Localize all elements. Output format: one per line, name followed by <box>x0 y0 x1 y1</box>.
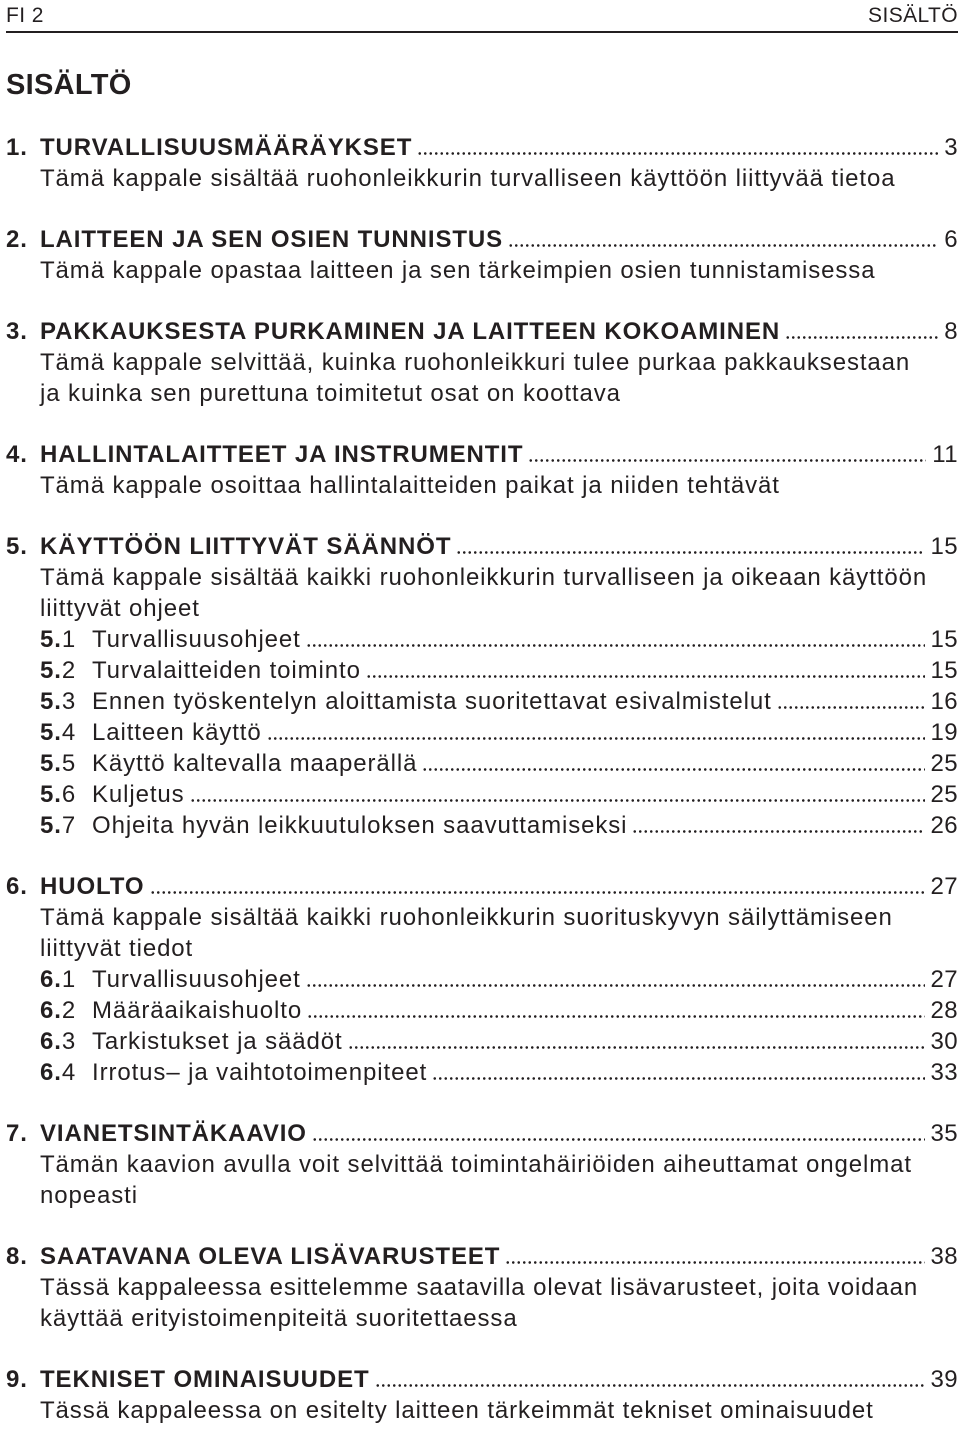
toc-heading <box>6 1241 958 1272</box>
dot-leader <box>432 1077 924 1080</box>
section-number: 3. <box>6 318 28 345</box>
dot-leader <box>306 644 925 647</box>
toc-subentry <box>6 964 958 995</box>
toc-heading <box>6 132 958 163</box>
toc-section-2 <box>6 224 958 286</box>
subsection-index: 3 <box>61 1028 77 1055</box>
subsection-index: 5 <box>61 750 77 777</box>
subsection-title: Ohjeita hyvän leikkuutuloksen saavuttamiseksi <box>92 812 628 839</box>
section-number: 7. <box>6 1120 28 1147</box>
section-description: käyttää erityistoimenpiteitä suoritettaessa <box>40 1305 518 1332</box>
page-number: 28 <box>930 997 958 1024</box>
toc-heading <box>6 316 958 347</box>
section-number: 2. <box>6 226 28 253</box>
section-description: liittyvät ohjeet <box>40 595 200 622</box>
page-number: 11 <box>932 441 958 468</box>
subsection-title: Kuljetus <box>92 781 185 808</box>
page-number: 15 <box>930 626 958 653</box>
subsection-title: Laitteen käyttö <box>92 719 262 746</box>
section-description: liittyvät tiedot <box>40 935 194 962</box>
page-number: 6 <box>944 226 958 253</box>
toc-subentry <box>6 995 958 1026</box>
subsection-title: Määräaikaishuolto <box>92 997 303 1024</box>
toc-subentry <box>6 810 958 841</box>
subsection-prefix: 6. <box>40 1059 62 1086</box>
page-header <box>6 0 958 33</box>
dot-leader <box>777 706 925 709</box>
section-description: Tässä kappaleessa esittelemme saatavilla olevat lisävarusteet, joita voidaan <box>40 1274 919 1301</box>
subsection-index: 4 <box>61 719 77 746</box>
page-number: 26 <box>930 812 958 839</box>
dot-leader <box>366 675 925 678</box>
section-title: HUOLTO <box>40 873 145 900</box>
subsection-title: Tarkistukset ja säädöt <box>92 1028 343 1055</box>
toc-section-3 <box>6 316 958 409</box>
section-description: Tämä kappale sisältää kaikki ruohonleikkurin suorituskyvyn säilyttämiseen <box>40 904 893 931</box>
dot-leader <box>417 152 938 155</box>
page-number: 19 <box>930 719 958 746</box>
page-number: 15 <box>930 533 958 560</box>
toc-heading <box>6 439 958 470</box>
dot-leader <box>306 984 925 987</box>
subsection-title: Turvalaitteiden toiminto <box>92 657 361 684</box>
page-number: 15 <box>930 657 958 684</box>
dot-leader <box>150 891 925 894</box>
toc-section-4 <box>6 439 958 501</box>
dot-leader <box>528 459 926 462</box>
toc-subentry <box>6 717 958 748</box>
subsection-index: 2 <box>61 997 77 1024</box>
section-number: 5. <box>6 533 28 560</box>
page-number: 33 <box>930 1059 958 1086</box>
toc-heading <box>6 1364 958 1395</box>
section-number: 8. <box>6 1243 28 1270</box>
section-number: 4. <box>6 441 28 468</box>
section-title: TEKNISET OMINAISUUDET <box>40 1366 370 1393</box>
subsection-number <box>40 686 92 717</box>
running-header-title: SISÄLTÖ <box>868 3 958 27</box>
toc-subentry <box>6 624 958 655</box>
page-number: 27 <box>930 873 958 900</box>
section-title: PAKKAUKSESTA PURKAMINEN JA LAITTEEN KOKOAMINEN <box>40 318 781 345</box>
subsection-title: Käyttö kaltevalla maaperällä <box>92 750 418 777</box>
toc-section-7 <box>6 1118 958 1211</box>
toc-section-9 <box>6 1364 958 1426</box>
page-number: 35 <box>930 1120 958 1147</box>
subsection-number <box>40 810 92 841</box>
section-number: 1. <box>6 134 28 161</box>
section-title: KÄYTTÖÖN LIITTYVÄT SÄÄNNÖT <box>40 533 452 560</box>
section-number: 6. <box>6 873 28 900</box>
subsection-title: Turvallisuusohjeet <box>92 966 301 993</box>
subsection-index: 1 <box>61 626 77 653</box>
subsection-prefix: 5. <box>40 719 62 746</box>
toc-section-5 <box>6 531 958 841</box>
page-number: 8 <box>944 318 958 345</box>
subsection-number <box>40 1057 92 1088</box>
subsection-prefix: 6. <box>40 1028 62 1055</box>
subsection-number <box>40 624 92 655</box>
subsection-number <box>40 995 92 1026</box>
subsection-title: Irrotus– ja vaihtotoimenpiteet <box>92 1059 428 1086</box>
subsection-number <box>40 655 92 686</box>
subsection-title: Ennen työskentelyn aloittamista suoritettavat esivalmistelut <box>92 688 772 715</box>
page-number: 16 <box>930 688 958 715</box>
section-description: Tässä kappaleessa on esitelty laitteen tärkeimmät tekniset ominaisuudet <box>40 1397 874 1424</box>
section-description: Tämä kappale selvittää, kuinka ruohonleikkuri tulee purkaa pakkauksestaan <box>40 349 911 376</box>
toc-heading <box>6 531 958 562</box>
section-description: Tämän kaavion avulla voit selvittää toimintahäiriöiden aiheuttamat ongelmat <box>40 1151 912 1178</box>
subsection-prefix: 5. <box>40 750 62 777</box>
dot-leader <box>190 799 925 802</box>
page-title: SISÄLTÖ <box>6 69 132 101</box>
dot-leader <box>422 768 924 771</box>
subsection-title: Turvallisuusohjeet <box>92 626 301 653</box>
subsection-number <box>40 1026 92 1057</box>
toc-section-8 <box>6 1241 958 1334</box>
toc-heading <box>6 224 958 255</box>
section-description: Tämä kappale sisältää kaikki ruohonleikkurin turvalliseen ja oikeaan käyttöön <box>40 564 928 591</box>
subsection-index: 6 <box>61 781 77 808</box>
toc-subentry <box>6 748 958 779</box>
subsection-index: 7 <box>61 812 77 839</box>
toc-subentry <box>6 1057 958 1088</box>
dot-leader <box>375 1384 925 1387</box>
section-title: VIANETSINTÄKAAVIO <box>40 1120 307 1147</box>
toc-subentry <box>6 686 958 717</box>
section-title: SAATAVANA OLEVA LISÄVARUSTEET <box>40 1243 501 1270</box>
toc-heading <box>6 1118 958 1149</box>
page-number: 30 <box>930 1028 958 1055</box>
table-of-contents <box>6 132 958 1426</box>
toc-section-6 <box>6 871 958 1088</box>
section-title: LAITTEEN JA SEN OSIEN TUNNISTUS <box>40 226 504 253</box>
page-number: 3 <box>944 134 958 161</box>
subsection-prefix: 5. <box>40 626 62 653</box>
dot-leader <box>348 1046 925 1049</box>
subsection-number <box>40 717 92 748</box>
toc-subentry <box>6 779 958 810</box>
subsection-index: 1 <box>61 966 77 993</box>
toc-subentry <box>6 1026 958 1057</box>
dot-leader <box>508 244 938 247</box>
section-description: nopeasti <box>40 1182 138 1209</box>
dot-leader <box>307 1015 924 1018</box>
page-number: 25 <box>930 750 958 777</box>
section-description: Tämä kappale sisältää ruohonleikkurin turvalliseen käyttöön liittyvää tietoa <box>40 165 896 192</box>
toc-heading <box>6 871 958 902</box>
subsection-prefix: 5. <box>40 781 62 808</box>
toc-section-1 <box>6 132 958 194</box>
subsection-number <box>40 779 92 810</box>
section-number: 9. <box>6 1366 28 1393</box>
section-description: ja kuinka sen purettuna toimitetut osat on koottava <box>40 380 621 407</box>
section-title: HALLINTALAITTEET JA INSTRUMENTIT <box>40 441 524 468</box>
section-description: Tämä kappale opastaa laitteen ja sen tärkeimpien osien tunnistamisessa <box>40 257 876 284</box>
dot-leader <box>267 737 925 740</box>
page-language-number: FI 2 <box>6 3 44 27</box>
subsection-prefix: 6. <box>40 997 62 1024</box>
page-number: 27 <box>930 966 958 993</box>
dot-leader <box>632 830 924 833</box>
subsection-index: 3 <box>61 688 77 715</box>
dot-leader <box>505 1261 924 1264</box>
subsection-prefix: 6. <box>40 966 62 993</box>
page-number: 38 <box>930 1243 958 1270</box>
subsection-number <box>40 964 92 995</box>
toc-subentry <box>6 655 958 686</box>
dot-leader <box>785 336 938 339</box>
page-number: 39 <box>930 1366 958 1393</box>
section-description: Tämä kappale osoittaa hallintalaitteiden paikat ja niiden tehtävät <box>40 472 780 499</box>
subsection-prefix: 5. <box>40 688 62 715</box>
section-title: TURVALLISUUSMÄÄRÄYKSET <box>40 134 413 161</box>
dot-leader <box>456 551 924 554</box>
subsection-index: 4 <box>61 1059 77 1086</box>
subsection-prefix: 5. <box>40 812 62 839</box>
subsection-index: 2 <box>61 657 77 684</box>
dot-leader <box>312 1138 925 1141</box>
subsection-prefix: 5. <box>40 657 62 684</box>
page-number: 25 <box>930 781 958 808</box>
subsection-number <box>40 748 92 779</box>
